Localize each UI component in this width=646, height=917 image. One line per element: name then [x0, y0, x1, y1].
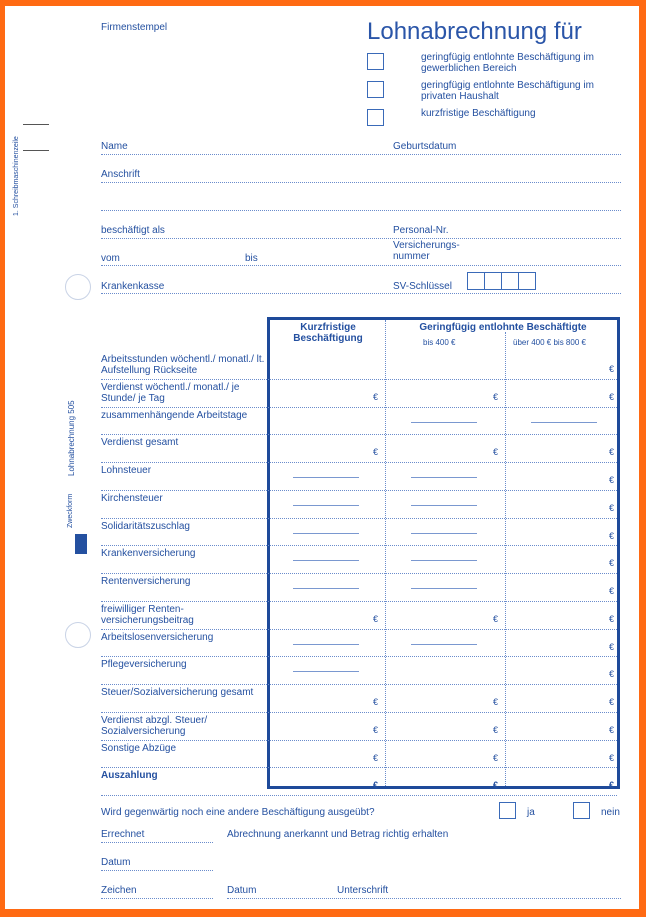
euro-cell[interactable]: € — [609, 586, 615, 596]
no-label: nein — [601, 807, 620, 818]
punch-hole — [65, 274, 91, 300]
euro-cell[interactable]: € — [609, 669, 615, 680]
blank-cell-line — [293, 477, 359, 478]
sign-label: Zeichen — [101, 885, 137, 896]
personnel-no-label: Personal-Nr. — [393, 225, 449, 236]
blank-cell-line — [293, 533, 359, 534]
euro-cell[interactable]: € — [609, 364, 615, 374]
row-label: zusammenhängende Arbeitstage — [101, 409, 248, 421]
column-divider — [385, 320, 386, 786]
fold-mark-line — [23, 150, 49, 151]
no-checkbox[interactable] — [573, 802, 590, 819]
blank-cell-line — [293, 644, 359, 645]
fold-mark-line — [23, 124, 49, 125]
marginal-sub-b: über 400 € bis 800 € — [513, 338, 586, 347]
row-divider — [101, 518, 617, 519]
option-label: geringfügig entlohnte Beschäftigung im privaten Haushalt — [421, 80, 594, 102]
row-label: Steuer/Sozialversicherung gesamt — [101, 687, 254, 698]
sv-key-box[interactable] — [467, 272, 485, 290]
brand-logo-icon — [75, 534, 87, 554]
address-field-line[interactable] — [101, 182, 621, 183]
row-divider — [101, 573, 617, 574]
sign-field-line[interactable] — [101, 898, 213, 899]
euro-cell[interactable]: € — [493, 613, 499, 624]
euro-cell[interactable]: € — [493, 391, 499, 402]
name-label: Name — [101, 141, 128, 152]
yes-checkbox[interactable] — [499, 802, 516, 819]
row-label: Verdienst abzgl. Steuer/ Sozialversicherung — [101, 714, 208, 737]
euro-cell[interactable]: € — [373, 391, 379, 402]
euro-cell[interactable]: € — [493, 752, 499, 763]
calculated-field-line[interactable] — [101, 842, 213, 843]
address-field-line-2[interactable] — [101, 210, 621, 211]
row-divider — [101, 712, 617, 713]
euro-cell[interactable]: € — [609, 613, 615, 624]
row-divider — [101, 740, 617, 741]
euro-cell[interactable]: € — [493, 697, 499, 707]
sv-key-box[interactable] — [484, 272, 502, 290]
row-label: Lohnsteuer — [101, 465, 152, 476]
row-divider — [101, 795, 617, 796]
euro-cell[interactable]: € — [373, 697, 379, 707]
option-label: geringfügig entlohnte Beschäftigung im gewerblichen Bereich — [421, 52, 594, 74]
company-stamp-label: Firmenstempel — [101, 22, 168, 33]
marginal-header: Geringfügig entlohnte Beschäftigte — [419, 322, 587, 333]
employed-as-label: beschäftigt als — [101, 225, 165, 236]
calculated-label: Errechnet — [101, 829, 145, 840]
row-divider — [101, 656, 617, 657]
date-field-line[interactable] — [101, 870, 213, 871]
row-divider — [101, 767, 617, 768]
row-label: Krankenversicherung — [101, 548, 196, 560]
row-label: Auszahlung — [101, 770, 158, 782]
euro-cell[interactable]: € — [373, 780, 379, 791]
euro-cell[interactable]: € — [373, 613, 379, 624]
row-divider — [101, 379, 617, 380]
address-label: Anschrift — [101, 169, 140, 180]
euro-cell[interactable]: € — [373, 752, 379, 763]
euro-cell[interactable]: € — [609, 447, 615, 458]
option-checkbox[interactable] — [367, 109, 384, 126]
payroll-form — [5, 6, 639, 909]
sv-key-box[interactable] — [518, 272, 536, 290]
yes-label: ja — [527, 807, 535, 818]
row-label: Verdienst wöchentl./ monatl./ je Stunde/ je Tag — [101, 381, 240, 404]
punch-hole — [65, 622, 91, 648]
row-divider — [101, 684, 617, 685]
short-term-header: Kurzfristige Beschäftigung — [293, 322, 363, 344]
row-label: Solidaritätszuschlag — [101, 520, 190, 532]
euro-cell[interactable]: € — [373, 724, 379, 735]
insurer-field-line[interactable] — [101, 293, 621, 294]
other-employment-question: Wird gegenwärtig noch eine andere Beschäftigung ausgeübt? — [101, 807, 375, 818]
euro-cell[interactable]: € — [493, 780, 499, 791]
euro-cell[interactable]: € — [609, 697, 615, 707]
euro-cell[interactable]: € — [609, 724, 615, 735]
from-label: vom — [101, 253, 120, 264]
insurance-no-label: Versicherungs- nummer — [393, 240, 460, 262]
health-insurer-label: Krankenkasse — [101, 281, 165, 292]
row-label: freiwilliger Renten- versicherungsbeitrag — [101, 603, 194, 626]
signature-field-line[interactable] — [227, 898, 621, 899]
amount-table-frame — [267, 317, 620, 789]
row-divider — [101, 601, 617, 602]
blank-cell-line — [293, 560, 359, 561]
euro-cell[interactable]: € — [609, 752, 615, 763]
blank-cell-line — [293, 588, 359, 589]
row-label: Rentenversicherung — [101, 576, 191, 587]
period-field-line[interactable] — [101, 265, 621, 266]
euro-cell[interactable]: € — [493, 724, 499, 735]
euro-cell[interactable]: € — [493, 447, 499, 458]
euro-cell[interactable]: € — [373, 447, 379, 458]
column-divider — [505, 332, 506, 786]
form-number-label: Lohnabrechnung 505 — [67, 400, 76, 476]
blank-cell-line — [411, 560, 477, 561]
blank-cell-line — [411, 477, 477, 478]
row-divider — [101, 629, 617, 630]
brand-label: Zweckform — [67, 493, 74, 528]
blank-cell-line — [411, 533, 477, 534]
row-divider — [101, 490, 617, 491]
row-label: Pflegeversicherung — [101, 659, 187, 671]
acknowledged-label: Abrechnung anerkannt und Betrag richtig erhalten — [227, 829, 449, 840]
euro-cell[interactable]: € — [609, 475, 615, 485]
row-label: Kirchensteuer — [101, 492, 163, 504]
sv-key-box[interactable] — [501, 272, 519, 290]
blank-cell-line — [531, 422, 597, 423]
form-title: Lohnabrechnung für — [367, 18, 582, 45]
row-label: Arbeitslosenversicherung — [101, 631, 214, 643]
option-checkbox[interactable] — [367, 81, 384, 98]
sv-key-label: SV-Schlüssel — [393, 281, 452, 292]
to-label: bis — [245, 253, 258, 264]
date-label: Datum — [101, 857, 131, 868]
euro-cell[interactable]: € — [609, 530, 615, 541]
euro-cell[interactable]: € — [609, 391, 615, 402]
blank-cell-line — [411, 644, 477, 645]
blank-cell-line — [293, 671, 359, 672]
birthdate-label: Geburtsdatum — [393, 141, 457, 152]
fold-mark-label: 1. Schreibmaschinenzeile — [13, 136, 20, 216]
row-divider — [101, 407, 617, 408]
row-label: Arbeitsstunden wöchentl./ monatl./ lt. Aufstellung Rückseite — [101, 354, 265, 376]
employed-as-field-line[interactable] — [101, 238, 621, 239]
date2-label: Datum — [227, 885, 257, 896]
signature-label: Unterschrift — [337, 885, 389, 896]
euro-cell[interactable]: € — [609, 502, 615, 513]
row-divider — [101, 462, 617, 463]
row-label: Verdienst gesamt — [101, 437, 179, 449]
option-checkbox[interactable] — [367, 53, 384, 70]
option-label: kurzfristige Beschäftigung — [421, 108, 536, 119]
row-divider — [101, 434, 617, 435]
row-divider — [101, 545, 617, 546]
euro-cell[interactable]: € — [609, 558, 615, 569]
marginal-sub-a: bis 400 € — [423, 338, 456, 347]
euro-cell[interactable]: € — [609, 641, 615, 652]
blank-cell-line — [411, 588, 477, 589]
name-field-line[interactable] — [101, 154, 621, 155]
blank-cell-line — [293, 505, 359, 506]
blank-cell-line — [411, 422, 477, 423]
euro-cell[interactable]: € — [609, 780, 615, 791]
row-label: Sonstige Abzüge — [101, 742, 177, 754]
blank-cell-line — [411, 505, 477, 506]
